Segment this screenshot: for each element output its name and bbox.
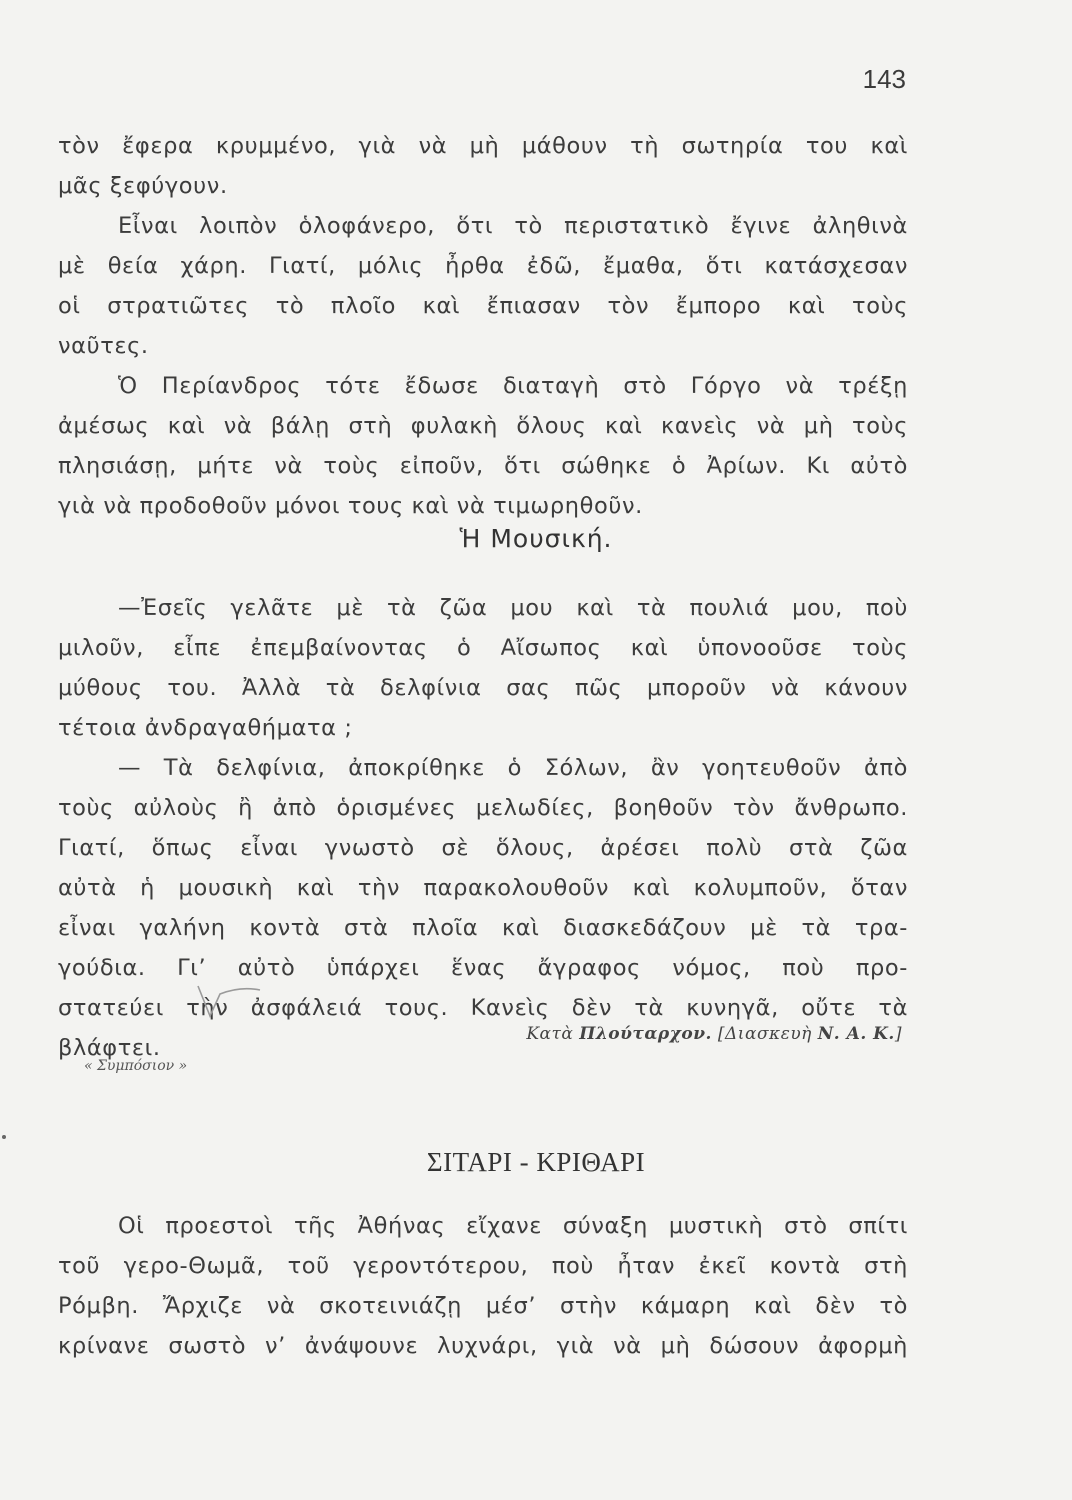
paragraph: [58, 126, 908, 206]
text-line: Ὁ Περίανδρος τότε ἔδωσε διαταγὴ στὸ Γόργο νὰ τρέξῃ: [118, 373, 908, 399]
text-line: μὲ θεία χάρη. Γιατί, μόλις ἦρθα ἐδῶ, ἔμαθα, ὅτι κατάσχεσαν: [58, 253, 908, 279]
attribution-prefix: Κατὰ: [526, 1024, 574, 1044]
top-text-block: [58, 126, 908, 526]
text-line: Εἶναι λοιπὸν ὁλοφάνερο, ὅτι τὸ περιστατικὸ ἔγινε ἀληθινὰ: [118, 213, 908, 239]
text-line: οἱ στρατιῶτες τὸ πλοῖο καὶ ἔπιασαν τὸν ἔμπορο καὶ τοὺς: [58, 293, 908, 319]
text-line: —Ἐσεῖς γελᾶτε μὲ τὰ ζῶα μου καὶ τὰ πουλιά μου, ποὺ: [118, 595, 908, 621]
text-line: μύθους του. Ἀλλὰ τὰ δελφίνια σας πῶς μποροῦν νὰ κάνουν: [58, 675, 908, 701]
text-line: Οἱ προεστοὶ τῆς Ἀθήνας εἴχανε σύναξη μυστικὴ στὸ σπίτι: [118, 1213, 908, 1239]
source-reference: « Συμπόσιον »: [84, 1058, 188, 1074]
text-line: τὸν ἔφερα κρυμμένο, γιὰ νὰ μὴ μάθουν τὴ σωτηρία του καὶ: [58, 133, 908, 159]
music-text-block: [58, 588, 908, 1068]
page-number: 143: [862, 64, 906, 94]
text-line: μᾶς ξεφύγουν.: [58, 173, 228, 199]
text-line: μιλοῦν, εἶπε ἐπεμβαίνοντας ὁ Αἴσωπος καὶ ὑπονοοῦσε τοὺς: [58, 635, 908, 661]
text-line: στατεύει τὴν ἀσφάλειά τους. Κανεὶς δὲν τὰ κυνηγᾶ, οὔτε τὰ: [58, 995, 908, 1021]
text-line: αὐτὰ ἡ μουσικὴ καὶ τὴν παρακολουθοῦν καὶ κολυμποῦν, ὅταν: [58, 875, 908, 901]
attribution: [526, 1024, 902, 1044]
story-text-block: [58, 1206, 908, 1366]
paragraph: [58, 1206, 908, 1366]
text-line: — Τὰ δελφίνια, ἀποκρίθηκε ὁ Σόλων, ἂν γοητευθοῦν ἀπὸ: [118, 755, 908, 781]
margin-speck: [2, 1135, 6, 1139]
paragraph: [58, 588, 908, 748]
story-title: ΣΙΤΑΡΙ - ΚΡΙΘΑΡΙ: [426, 1147, 646, 1177]
attribution-bracket: ]: [894, 1024, 902, 1044]
paragraph: [58, 748, 908, 1068]
paragraph: [58, 366, 908, 526]
text-line: Γιατί, ὅπως εἶναι γνωστὸ σὲ ὅλους, ἀρέσει πολὺ στὰ ζῶα: [58, 835, 908, 861]
text-line: πλησιάσῃ, μήτε νὰ τοὺς εἰποῦν, ὅτι σώθηκε ὁ Ἀρίων. Κι αὐτὸ: [58, 453, 908, 479]
attribution-initials: Ν. Α. Κ.: [817, 1024, 895, 1044]
text-line: εἶναι γαλήνη κοντὰ στὰ πλοῖα καὶ διασκεδάζουν μὲ τὰ τρα-: [58, 915, 908, 941]
text-line: κρίνανε σωστὸ ν’ ἀνάψουνε λυχνάρι, γιὰ νὰ μὴ δώσουν ἀφορμὴ: [58, 1333, 908, 1359]
text-line: τοῦ γερο-Θωμᾶ, τοῦ γεροντότερου, ποὺ ἦταν ἐκεῖ κοντὰ στὴ: [58, 1253, 908, 1279]
text-line: γιὰ νὰ προδοθοῦν μόνοι τους καὶ νὰ τιμωρηθοῦν.: [58, 493, 643, 519]
section-heading: Ἡ Μουσική.: [459, 524, 613, 553]
text-line: τέτοια ἀνδραγαθήματα ;: [58, 715, 353, 741]
text-line: γούδια. Γι’ αὐτὸ ὑπάρχει ἕνας ἄγραφος νόμος, ποὺ προ-: [58, 955, 908, 981]
attribution-author: Πλούταρχον.: [579, 1024, 712, 1044]
text-line: ναῦτες.: [58, 333, 149, 359]
text-line: Ρόμβη. Ἄρχιζε νὰ σκοτεινιάζῃ μέσ’ στὴν κάμαρη καὶ δὲν τὸ: [58, 1293, 908, 1319]
text-line: ἀμέσως καὶ νὰ βάλῃ στὴ φυλακὴ ὅλους καὶ κανεὶς νὰ μὴ τοὺς: [58, 413, 908, 439]
pencil-check-mark: [190, 978, 270, 1028]
text-line: βλάφτει.: [58, 1035, 161, 1061]
paragraph: [58, 206, 908, 366]
attribution-adaptation: [Διασκευὴ: [717, 1024, 812, 1044]
text-line: τοὺς αὐλοὺς ἢ ἀπὸ ὁρισμένες μελωδίες, βοηθοῦν τὸν ἄνθρωπο.: [58, 795, 908, 821]
